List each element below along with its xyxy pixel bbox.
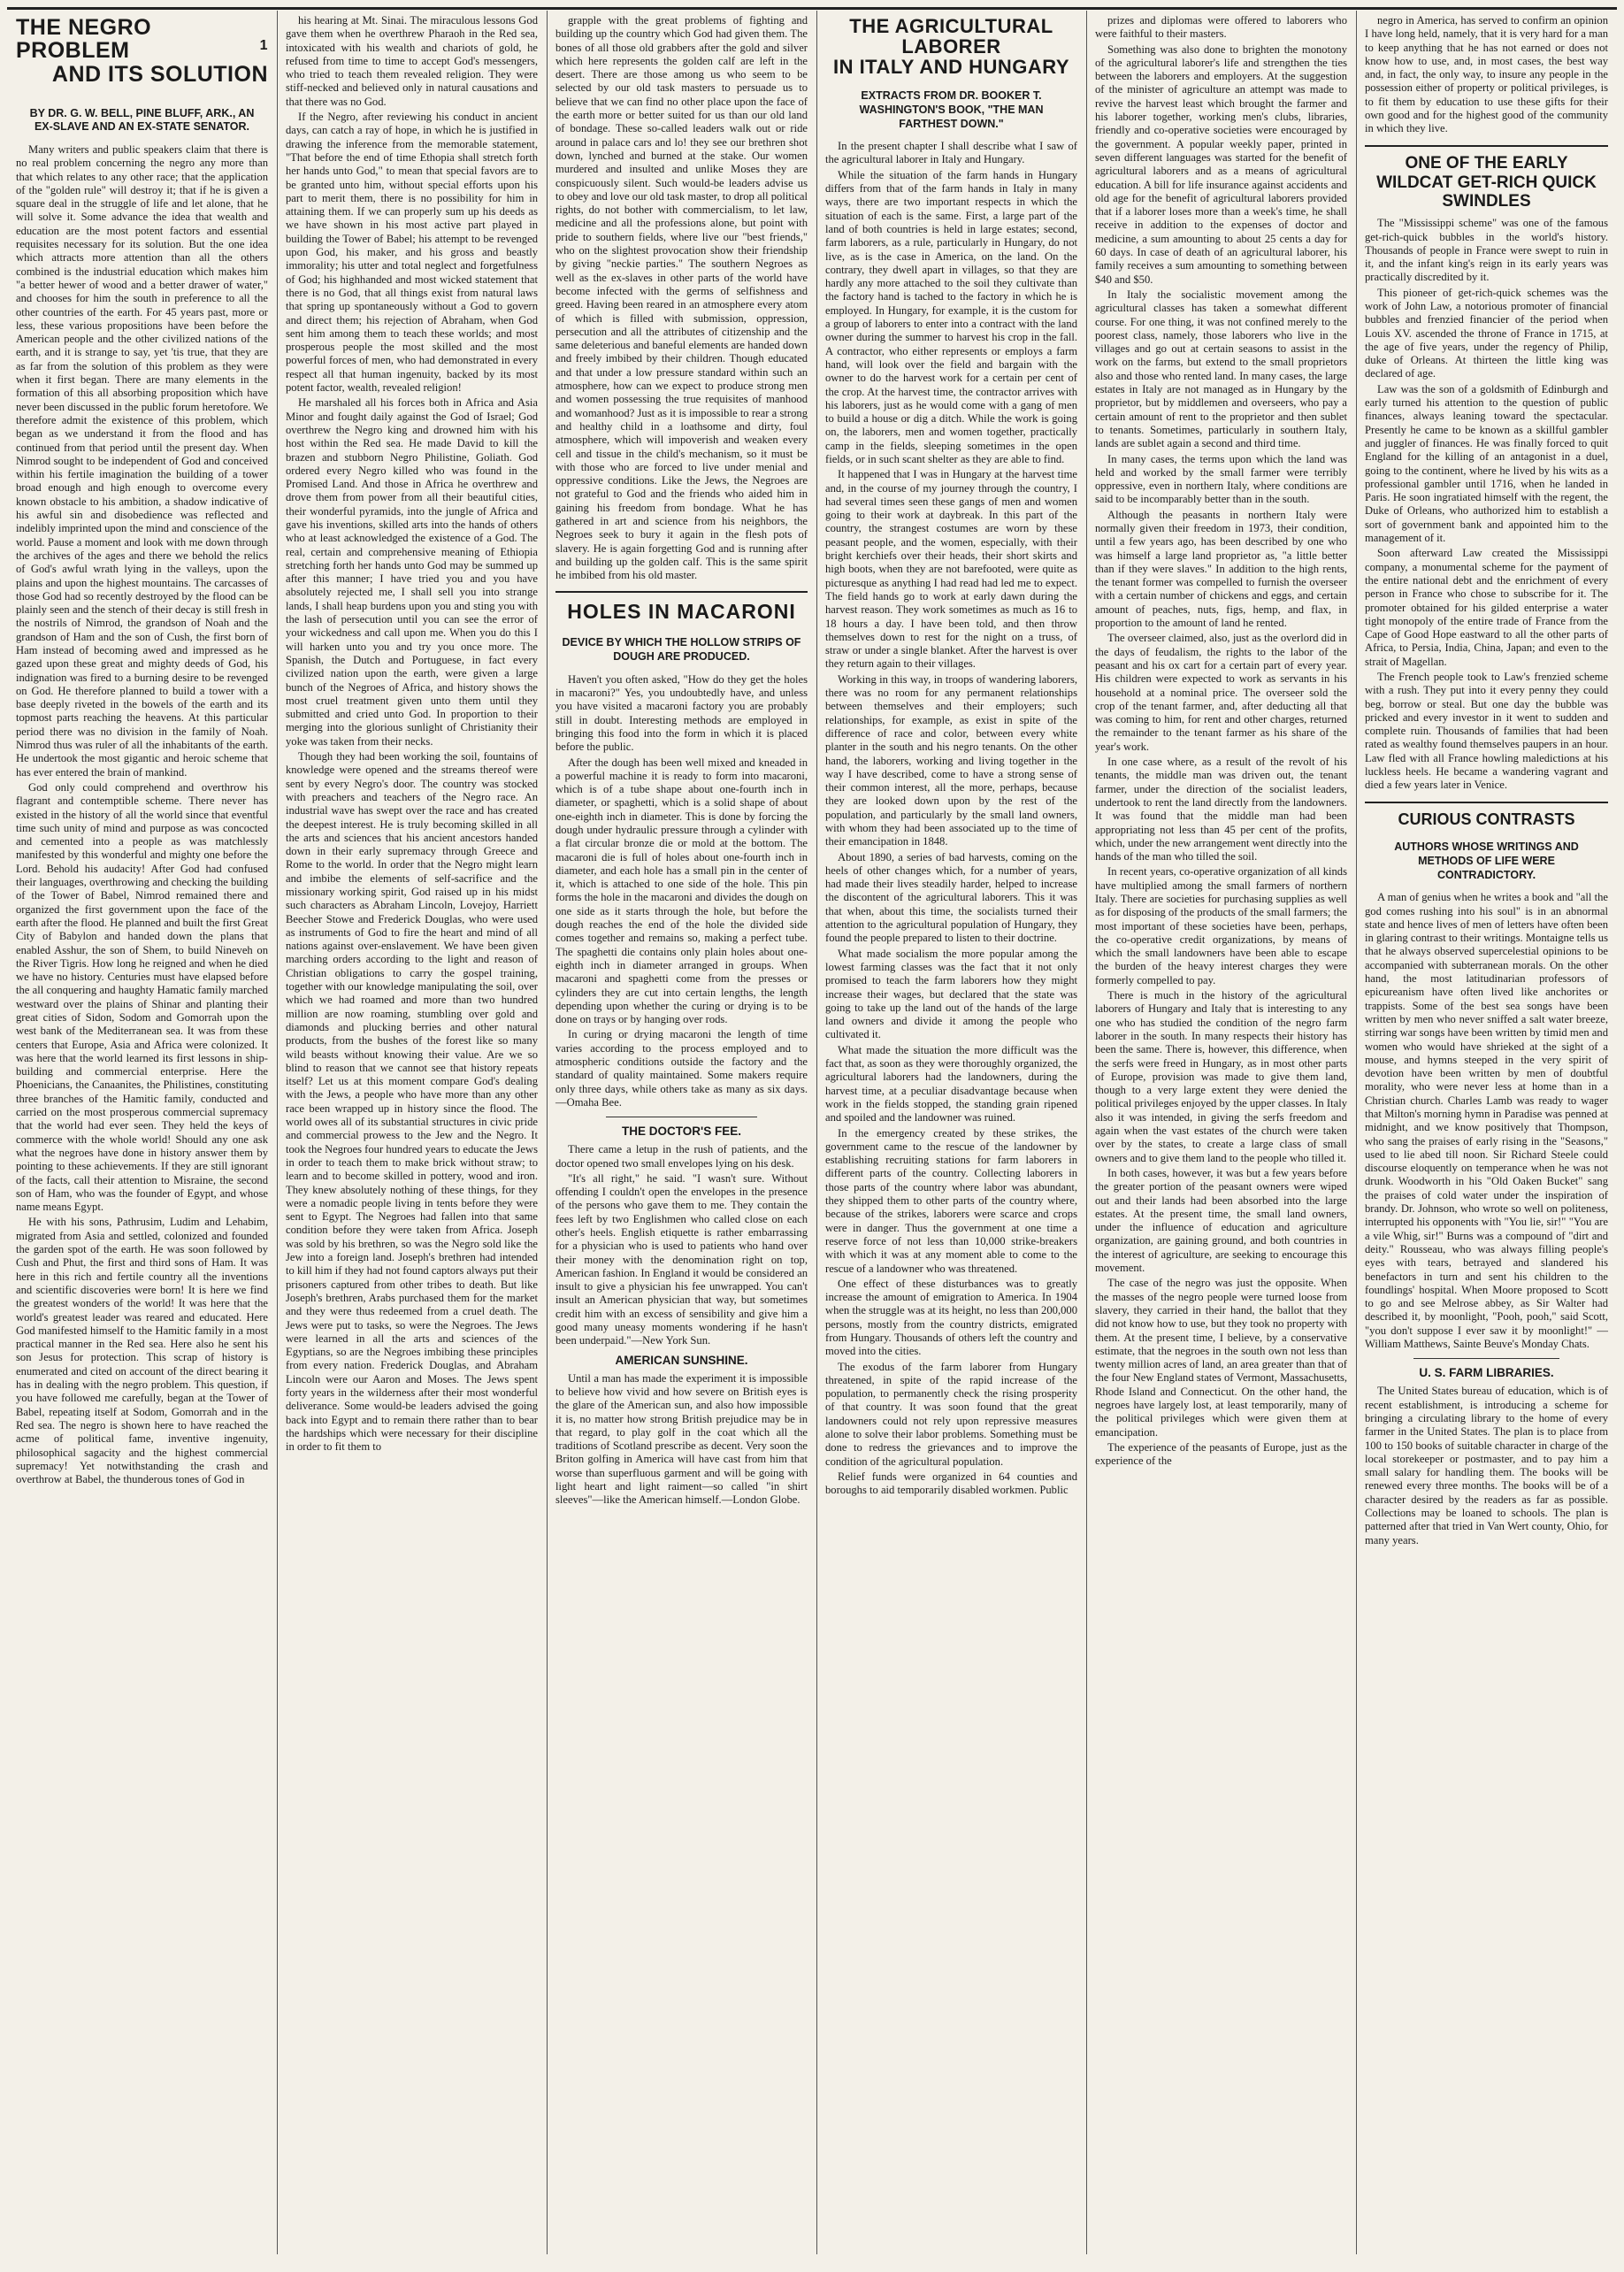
section-rule	[1365, 145, 1608, 147]
paragraph: The overseer claimed, also, just as the overlord did in the days of feudalism, the rights to the labor of the peasant and his ox cart for a certain part of every year. His children were expected to work as servants in his household at a nominal price. The overseer sold the crop of the tenant farmer, and, after deducting all that was coming to him, for rent and other charges, returned the remainder to the tenant farmer as his share of the year's work.	[1095, 632, 1347, 753]
paragraph: Relief funds were organized in 64 counties and boroughs to aid temporarily disabled workmen. Public	[825, 1470, 1077, 1497]
paragraph: Haven't you often asked, "How do they get the holes in macaroni?" Yes, you undoubtedly have, and unless you have visited a macaroni factory you are probably still in doubt. Interesting methods are employed in bringing this food into the form in which it is placed before the public.	[555, 672, 808, 754]
paragraph: God only could comprehend and overthrow his flagrant and contemptible scheme. There never has existed in the history of all the world since that eventful time such unity of mind and purpose as was concocted and cemented into a people as was matchlessly manifested by this wonderful and mighty one before the Lord. Behold his audacity! After God had confused their languages, overthrowing and checking the building of the Tower of Babel, Nimrod remained there and organized the first government upon the face of the earth after the flood. He planned and built the first Great City of Babylon and handed down the plans that enabled Asshur, the son of Shem, to build Nineveh on the River Tigris. How long he reigned and when he died we have no history. Centuries must have elapsed before the all conquering and haughty Hamatic family marched westward over the plains of Shinar and planting their great cities of Sidon, Sodom and Gomorrah upon the west bank of the Mediterranean sea. It was from these centers that Europe, Asia and Africa were colonized. It was here that the world learned its first lessons in ship-building and commercial enterprise. Here the Phoenicians, the Canaanites, the Philistines, constituting three branches of the Hamitic family, conducted and carried on the most prosperous commercial supremacy that the world had ever seen. They held the keys of commerce with the whole world! Should any one ask what the negroes have done in history answer them by pointing to these achievements. If they are still ignorant of the facts, call their attention to Misraine, the second son of Ham, who was the founder of Egypt, and whose name means Egypt.	[16, 780, 268, 1214]
column-6	[1356, 14, 1617, 2253]
article-body	[1365, 14, 1608, 136]
paragraph: The experience of the peasants of Europe, just as the experience of the	[1095, 1440, 1347, 1468]
paragraph: "It's all right," he said. "I wasn't sure. Without offending I couldn't open the envelopes in the presence of the persons who gave them to me. They contain the fees left by two Englishmen who called close on each other's heels. English etiquette is rather embarrassing for a physician who is used to patients who hand over their money with the denomination right on top, American fashion. In England it would be considered an insult to give a physician his fee unwrapped. You can't insult an American physician that way, but sometimes credit him with an excess of sensibility and give him a good many uneasy moments wondering if he hasn't been underpaid."—New York Sun.	[555, 1171, 808, 1347]
paragraph: Law was the son of a goldsmith of Edinburgh and early turned his attention to the question of public finances, always leaning toward the spectacular. Presently he came to be known as a skillful gambler and juggler of finances. He was finally forced to quit England for the killing of an antagonist in a duel, going to the continent, where he lived by his wits as a professional gambler until 1716, when he landed in Paris. He soon ingratiated himself with the regent, the Duke of Orleans, who authorized him to establish a sort of government bank and appointed him to the management of it.	[1365, 382, 1608, 545]
column-1	[7, 14, 277, 2253]
article-body	[16, 143, 268, 1486]
paragraph: This pioneer of get-rich-quick schemes was the work of John Law, a notorious promoter of financial bubbles and frenzied financier of the period when Louis XV. ascended the throne of France in 1715, at the age of five years, under the regency of Philip, duke of Orleans. At thirteen the little king was declared of age.	[1365, 286, 1608, 380]
headline-line-2: IN ITALY AND HUNGARY	[832, 56, 1070, 79]
agricultural-headline	[825, 16, 1077, 77]
paragraph: While the situation of the farm hands in Hungary differs from that of the farm hands in Italy in many ways, there are two important respects in which the situation of each is the same. First, a large part of the land of both countries is held in large estates; second, farm laborers, as a rule, particularly in Hungary, do not live, as is the case in America, on the land. On the contrary, they dwell apart in villages, so that they are hardly any more attached to the soil they cultivate than the factory hand is tached to the factory in which he is employed. In Hungary, for example, it is the custom for a group of laborers to enter into a contract with the land owner during the summer to harvest his crop in the fall. A contractor, who either represents or employs a farm hand, will look over the field and bargain with the owner to do the harvest work for a certain per cent of the crop. At the harvest time, the contractor arrives with his laborers, just as he would come with a gang of men to build a house or dig a ditch. While the work is going on, the laborers, men and women together, practically camp in the fields, sleeping sometimes in the open fields, or in such scant shelter as they are able to find.	[825, 168, 1077, 465]
paragraph: There is much in the history of the agricultural laborers of Hungary and Italy that is interesting to any one who has studied the condition of the negro farm laborer in the south. In many respects their history has been the same. There is, however, this difference, when the serfs were freed in Hungary, as in most other parts of Europe, provision was made to give them land, though to a very large extent they were denied the political privileges enjoyed by the upper classes. In Italy also it was intended, in giving the serfs freedom and again when the vast estates of the church were taken over by the states, to create a large class of small owners and to give them land to the people who tilled it.	[1095, 989, 1347, 1164]
contrasts-body	[1365, 891, 1608, 1351]
agricultural-deck: EXTRACTS FROM DR. BOOKER T. WASHINGTON'S BOOK, "THE MAN FARTHEST DOWN."	[859, 89, 1044, 130]
contrasts-deck: AUTHORS WHOSE WRITINGS AND METHODS OF LIFE WERE CONTRADICTORY.	[1394, 840, 1579, 881]
paragraph: In both cases, however, it was but a few years before the greater portion of the peasant owners were wiped out and their lands had been absorbed into the large estates. At the present time, the small land owners, under the influence of education and agriculture organization, are gaining ground, and both countries in the interest of agriculture, are seeking to encourage this movement.	[1095, 1166, 1347, 1275]
paragraph: Though they had been working the soil, fountains of knowledge were opened and the streams thereof were sent by every Negro's door. The country was stocked with preachers and teachers of the Negro race. An industrial wave has swept over the race and has created the deepest interest. He is truly becoming skilled in all the arts and sciences that his ancient ancestors handed down in their early supremacy through Greece and Rome to the world. In order that the Negro might learn and imbibe the elements of self-sacrifice and the missionary working spirit, God raised up in his midst such characters as Abraham Lincoln, Lovejoy, Harriett Beecher Stowe and Frederick Douglas, who were used as instruments of God to fire the heart and mind of all nations against over-enslavement. We have been given marching orders according to the light and reason of Christian obligations to carry the gospel training, together with our knowledge manipulating the soil, over which we had roamed and more than two hundred million are now roaming, stumbling over gold and diamonds and plucking berries and other natural products, from the bushes of the forest like so many wild beasts without knowing their value. Are we so blind to reason that we cannot see that history repeats itself? Let us at this moment compare God's dealing with the Jews, a people who have more than any other race been wrapped up in history since the flood. The world owes all of its substantial structures in civic pride and commercial prowess to the Jew and the Negro. It took the Negroes four hundred years to educate the Jews in order to teach them to make brick without straw; to learn and to become skilled in pottery, wood and iron. They knew absolutely nothing of these things, for they were a nomadic people living in tents before they were sent to Egypt. The Negroes had fallen into that same condition before they were taken from Africa. Joseph was sold by his brethren, so was the Negro sold like the Jew into a foreign land. Joseph's brethren had intended to kill him if they had not found captors always put their prisoners captured from other tribes to death. But like Joseph's brethren, Arabs purchased them for the market and they were thus redeemed from a cruel death. The Jews were put to tasks, so were the Negroes. The Jews were learned in all the arts and sciences of the Egyptians, so are the Negroes imbibing these principles from every nation. Frederick Douglas, and Abraham Lincoln were our Aaron and Moses. The Jews spent forty years in the wilderness after their most wonderful deliverance. Some would-be leaders advised the going back into Egypt and to remain there rather than to bear the hardships which were necessary for their discipline in order to fit them to	[286, 750, 539, 1454]
paragraph: Something was also done to brighten the monotony of the agricultural laborer's life and strengthen the ties between the laborers and employers. At the suggestion of the minister of agriculture an attempt was made to revive the harvest least which brought the farmer and his laborer together, working men's clubs, libraries, friendly and co-operative societies were encouraged by the government. A popular weekly paper, printed in seven different languages was started for the benefit of agricultural laborers and as a means of agricultural education. A bill for life insurance against accidents and old age for the benefit of agricultural laborers provided that if a laborer loses more than a week's time, he shall receive in addition to the expenses of doctor and medicine, a sum amounting to about 25 cents a day for 60 days. In case of death of an agricultural laborer, his family receives a sum amounting to something between $40 and $50.	[1095, 42, 1347, 286]
section-rule	[1365, 802, 1608, 803]
paragraph: Until a man has made the experiment it is impossible to believe how vivid and how severe on British eyes is the glare of the American sun, and also how impossible it is, no matter how strong British prejudice may be in that regard, to play golf in the coat which all the traditions of Scotland prescribe as decent. Very soon the Briton golfing in America will have cast from him that worse than superfluous garment and will be going with light heart and light raiment—so called "in shirt sleeves"—like the American himself.—London Globe.	[555, 1371, 808, 1507]
paragraph: prizes and diplomas were offered to laborers who were faithful to their masters.	[1095, 14, 1347, 41]
doctor-headline: THE DOCTOR'S FEE.	[622, 1124, 741, 1139]
newspaper-page	[7, 7, 1617, 2258]
column-5	[1086, 14, 1356, 2253]
paragraph: In Italy the socialistic movement among the agricultural classes has taken a somewhat different course. For one thing, it was not confined merely to the poorest class, namely, those laborers who live in the villages and go out at certain seasons to assist in the work on the farms, but extend to the small proprietors also and those who rented land. In many cases, the large estates in Italy are not managed as in Hungary by the proprietor, but by middlemen and overseers, who pay a certain amount of rent to the proprietor and then sublet to tenants. Sometimes, particularly in southern Italy, lands are sublet again a second and third time.	[1095, 288, 1347, 450]
byline: BY DR. G. W. BELL, PINE BLUFF, ARK., AN EX-SLAVE AND AN EX-STATE SENATOR.	[29, 106, 255, 134]
paragraph: About 1890, a series of bad harvests, coming on the heels of other changes which, for a number of years, had made their lives steadily harder, helped to increase the discontent of the agricultural laborers. This it was that when, about this time, the socialists turned their attention to the agricultural population of Hungary, they found the people prepared to listen to their doctrine.	[825, 850, 1077, 945]
article-body	[555, 14, 808, 582]
top-rule	[7, 7, 1617, 10]
paragraph: It happened that I was in Hungary at the harvest time and, in the course of my journey through the country, I had several times seen these gangs of men and women going to their work at daybreak. In this part of the country, the strangest costumes are worn by these peasant people, and the women, especially, with their bright kerchiefs over their heads, their short skirts and high boots, when they are not barefooted, were quite as picturesque as anything I had read had led me to expect. The field hands go to work at early dawn during the harvest reason. They work sometimes as much as 16 to 18 hours a day. I have been told, and then throw themselves down to rest for the night on a truss, of straw or under a single blanket. After the harvest is over they return again to their villages.	[825, 468, 1077, 671]
wildcat-body	[1365, 217, 1608, 792]
article-body	[825, 140, 1077, 1497]
negro-problem-headline	[16, 16, 268, 86]
column-2	[277, 14, 547, 2253]
headline-line-2: AND ITS SOLUTION	[51, 61, 268, 87]
library-body	[1365, 1385, 1608, 1547]
paragraph: In curing or drying macaroni the length of time varies according to the process employed and to atmospheric conditions outside the factory and the standard of quality maintained. Some makers require only three days, while others take as many as six days.—Omaha Bee.	[555, 1028, 808, 1109]
article-body	[1095, 14, 1347, 1468]
headline-line-1: THE NEGRO PROBLEM	[16, 15, 152, 64]
paragraph: negro in America, has served to confirm an opinion I have long held, namely, that it is very hard for a man to keep anything that he has not earned or does not know how to use, and, in most cases, the best way and, in fact, the only way, to insure any people in the possession either of property or political privileges, is to fit them by education to use these gifts for their own good and for the highest good of the community in which they live.	[1365, 14, 1608, 135]
paragraph: Many writers and public speakers claim that there is no real problem concerning the negro any more than that which relates to any other race; that the application of the "golden rule" will destroy it; that if he is given a square deal in the struggle of life and let alone, that he will solve it. Some advance the idea that wealth and education are the most potent factors and essential requisites necessary for its solution. But the one idea which attracts more attention than all the others combined is the industrial education which makes him "a better hewer of wood and a better drawer of water," and chooses for him the south in preference to all the other countries of the earth. For 45 years past, more or less, these various propositions have been before the American people and the other civilized nations of the earth, and it is strange to say, yet 'tis true, that they are as far from the solution of this problem as they were when it first began. There are many elements in the formation of this all absorbing proposition which have never been discussed in the public forum heretofore. We therefore admit the existence of this problem, which began as we understand it from the flood and has continued from that period until the present day. When Nimrod sought to be independent of God and conceived within his fertile imagination the building of a tower broad enough and high enough to overcome every known obstacle to his ambition, a shadow indicative of his awful sin and disobedience was reflected and indelibly imprinted upon the mind and conscience of the world. Pause a moment and look with me down through the archives of the ages and there we behold the relics of God's awful wrath lying in the valleys, upon the plains and upon the highest mountains. The carcasses of those God had so recently destroyed by the flood can be plainly seen and the stench of their decay is still fresh in the nostrils of Nimrod, the grandson of Noah and the grandson of Ham and the son of Cush, the first born of Ham instead of becoming awed and impressed as he gazed upon these great and mighty deeds of God, his indignation was fired to a burning desire to be revenged on God. He therefore planned to build a tower with a base deeply riveted in the bowels of the earth and its topmost parts reaching the heavens. At this particular period there was no division in the family of Noah. Nimrod thus was ruler of all the inhabitants of the earth. He undertook the most gigantic and heroic scheme that has ever entered the brain of mankind.	[16, 143, 268, 779]
section-rule	[555, 591, 808, 593]
article-body	[286, 14, 538, 1454]
paragraph: The exodus of the farm laborer from Hungary threatened, in spite of the rapid increase of the population, to permanently check the rising prosperity of that country. It was soon found that the great landowners could not rely upon repressive measures alone to solve their labor problems. Something must be done to redress the grievances and to improve the condition of the agricultural population.	[825, 1360, 1077, 1468]
sunshine-body	[555, 1372, 808, 1508]
column-3	[547, 14, 816, 2253]
paragraph: In one case where, as a result of the revolt of his tenants, the middle man was driven out, the tenant farmer, under the direction of the socialist leaders, undertook to rent the land directly from the landowners. It was found that the middle man had been appropriating not less than 45 per cent of the profits, which, under the new arrangement went directly into the hands of the man who tilled the soil.	[1095, 756, 1348, 864]
library-headline: U. S. FARM LIBRARIES.	[1419, 1366, 1554, 1380]
paragraph: The "Mississippi scheme" was one of the famous get-rich-quick bubbles in the world's history. Thousands of people in France were swept to ruin in it, and the infant king's reign in its early years was practically discredited by it.	[1365, 217, 1608, 284]
wildcat-headline: ONE OF THE EARLY WILDCAT GET-RICH QUICK SWINDLES	[1376, 153, 1597, 211]
paragraph: If the Negro, after reviewing his conduct in ancient days, can catch a ray of hope, in which he is justified in drawing the inference from the memorable statement, "That before the end of time Ethopia shall stretch forth her hands unto God," to mean that special favors are to be granted unto him, without special efforts upon his part to merit them, there is no possibility for him in attaining them. If we can properly sum up his deeds as we have shown in his most active part played in building the Tower of Babel; his attempt to be revenged upon God, his maker, and his gross and beastly immorality; his utter and total neglect and forgetfulness of God; his highhanded and most wicked statement that there is no God, that all things exist from natural laws that spring up spontaneously without a God to govern and direct them; his rejection of Abraham, when God sent him among them to teach these worlds; and most prosperous people the most skilled and the most powerful forces of men, who had demonstrated in every respect all that human ingenuity, backed by its most potent factor, wealth, revealed religion!	[286, 111, 538, 395]
paragraph: grapple with the great problems of fighting and building up the country which God had given them. The bones of all those old grabbers after the gold and silver which here represents the golden calf are left in the desert. There are those among us who seem to be selected by our old task masters to persuade us to believe that we can find no other place upon the face of the earth more or better suited for us than our old land of bondage. These so-called leaders walk out or ride around in palace cars and lo! they see our brethren shot down, lynched and burned at the stake. Our women murdered and insulted and unlike Moses they are conspicuously silent. Such would-be leaders advise us to obey and love our old task master, to drop all political rights, do not bother with commercialism, to let law, medicine and all the professions alone, but point with pride to southern fields, where live our "best friends," who on the slightest provocation show their friendship by giving "neckie parties." The southern Negroes as well as the ex-slaves in other parts of the world have become infected with the germs of selfishness and greed. Having been reared in an atmosphere every atom of which is filled with submission, oppression, persecution and all the attributes of citizenship and the same deleterious and baneful elements are handed down and freely imbibed by their children. Though educated and that under a low pressure standard within such an atmosphere, how can we expect to produce strong men and women possessing the true requisites of manhood and womanhood? Just as it is impossible to rear a strong and healthy child in a loathsome and dirty, foul atmosphere, which will impoverish and weaken every cell and tissue in the child's mechanism, so it must be with those who are forced to live under menial and oppressive conditions. Like the Jews, the Negroes are not grateful to God and the friends who aided him in gaining his freedom from bondage. What he has gathered in art and science from his neighbors, the Negroes seek to bury it again in the flesh pots of slavery. He is again forgetting God and is running after and building up the golden calf. This is the same spirit he imbibed from his old master.	[555, 14, 808, 582]
paragraph: Although the peasants in northern Italy were normally given their freedom in 1973, their condition, until a few years ago, has been described by one who was himself a large land proprietor as, "a little better than if they were slaves." In addition to the high rents, the tenant former was compelled to furnish the overseer with a certain number of chickens and eggs, and certain amount of peaches, nuts, figs, hemp, and flax, in proportion to the amount of land he rented.	[1095, 508, 1347, 630]
macaroni-deck: DEVICE BY WHICH THE HOLLOW STRIPS OF DOUGH ARE PRODUCED.	[562, 636, 801, 664]
paragraph: One effect of these disturbances was to greatly increase the amount of emigration to America. In 1904 when the struggle was at its height, no less than 200,000 persons, mostly from the country districts, emigrated from Hungary. Thousands of others left the country and moved into the cities.	[825, 1277, 1077, 1358]
headline-number: 1	[259, 38, 268, 54]
paragraph: his hearing at Mt. Sinai. The miraculous lessons God gave them when he overthrew Pharaoh in the Red sea, intoxicated with his wealth and chariots of gold, he refused from time to time to accept God's messengers, who tried to teach them revealed religion. They were stiff-necked and believed only in natural causations and that there was no God.	[286, 14, 538, 108]
contrasts-headline: CURIOUS CONTRASTS	[1398, 810, 1575, 828]
paragraph: Working in this way, in troops of wandering laborers, there was no room for any permanent relationships between themselves and their employers; such relationships, for example, as exist in spite of the difference of race and color, between every white planter in the south and his negro tenants. On the other hand, the laborers, working and living together in the way I have described, come to have a strong sense of their common interest, all the more, perhaps, because they are looked down upon by the rest of the population, and particularly by the small land owners, with whom they had been associated up to the time of their emancipation in 1848.	[825, 672, 1077, 848]
paragraph: Soon afterward Law created the Mississippi company, a monumental scheme for the payment of the entire national debt and the enrichment of every person in France who chose to subscribe for it. The promoter obtained for his gilded enterprise a water tight monopoly of the entire trade of France from the Cape of Good Hope eastward to all the other parts of Africa, to Persia, India, China, Japan; and even to the strait of Magellan.	[1365, 547, 1608, 668]
paragraph: The French people took to Law's frenzied scheme with a rush. They put into it every penny they could beg, borrow or steal. But one day the bubble was pricked and every investor in it went to sudden and complete ruin. Thousands of families that had been rated as wealthy found themselves paupers in an hour. Law fled with all France howling maledictions at his luckless heels. He became a wandering vagrant and died a few years later in Venice.	[1365, 671, 1608, 792]
column-4	[816, 14, 1086, 2253]
paragraph: In recent years, co-operative organization of all kinds have multiplied among the small farmers of northern Italy. There are societies for purchasing supplies as well as for disposing of the products of the small farmers; the most important of these societies have been, perhaps, the co-operative credit organizations, by means of which the small landowners have been able to escape the burden of the heavy interest charges they were formerly compelled to pay.	[1095, 865, 1347, 986]
macaroni-body	[555, 673, 808, 1110]
paragraph: He with his sons, Pathrusim, Ludim and Lehabim, migrated from Asia and settled, colonized and founded the garden spot of the earth. He was soon followed by Cush and Phut, the first and third sons of Ham. It was here in this rich and fertile country all the inventions and scientific discoveries were born! It is here we find the greatest wonders of the world! It was here that the world's greatest leader was reared and educated. Here God manifested himself to the Hamitic family in a most practical manner in the Red sea. Here also he sent his son Jesus for protection. This scrap of history is enumerated and cited on account of the direct bearing it has in dealing with the negro problem. This question, if you have followed me carefully, began at the Tower of Babel, repeating itself at Sodom, Gomorrah and in the Red sea. The negro is shown here to have reached the acme of political fame, inventive ingenuity, philosophical sagacity and the highest commercial supremacy! Yet notwithstanding the crash and overthrow at Babel, the thunderous tones of God in	[16, 1216, 268, 1486]
paragraph: In the present chapter I shall describe what I saw of the agricultural laborer in Italy and Hungary.	[825, 140, 1077, 166]
paragraph: What made socialism the more popular among the lowest farming classes was the fact that it not only promised to teach the farm laborers how they might increase their wages, but declared that the state was going to take up the land out of the hands of the large land owners and divide it among the people who cultivated it.	[825, 947, 1077, 1041]
paragraph: A man of genius when he writes a book and "all the god comes rushing into his soul" is in an abnormal state and hence lives of men of letters have often been in glaring contrast to their writings. Montaigne tells us that he always observed supercelestial opinions to be accompanied with subterranean morals. On the other hand, the most latitudinarian professors of epicureanism have often lived like anchorites or trappists. Some of the best sea songs have been written by men who never sniffed a salt water breeze, stirring war songs have been written by timid men and women who would have shrieked at the sight of a mouse, and hymns steeped in the very spirit of devotion have been written by men of doubtful morality, who were never less at home than in a Christian church. Charles Lamb was ready to wager that Milton's morning hymn in Paradise was penned at midnight, and we know positively that Thompson, who sang the praises of early rising in the "Seasons," used to lie abed till noon. Sir Richard Steele could discourse eloquently on temperance when he was not drunk. Woodworth in his "Old Oaken Bucket" sang the praises of cold water under the inspiration of brandy. Dr. Johnson, who wrote so well on politeness, interrupted his opponents with "You lie, sir!" "You are a vile Whig, sir!" Burns was a compound of "dirt and deity." Rousseau, who was always filling people's eyes with tears, betrayed and slandered his benefactors in turn and sent his children to the foundlings' hospital. When Moore proposed to Scott to go and see Melrose abbey, as Sir Walter had described it, by moonlight, "Pooh, pooh," said Scott, "you don't suppose I ever saw it by moonlight!" —William Matthews, Sainte Beuve's Monday Chats.	[1365, 891, 1608, 1351]
doctor-body	[555, 1143, 808, 1347]
macaroni-headline: HOLES IN MACARONI	[567, 600, 796, 624]
paragraph: The United States bureau of education, which is of recent establishment, is introducing a scheme for bringing a circulating library to the home of every farmer in the United States. The plan is to place from 100 to 150 books of suitable character in charge of the local storekeeper or postmaster, and to pay him a small salary for handling them. The books will be renewed every three months. The books will be of a character desired by the readers as far as possible. Collections may be loaned to schools. The plan is patterned after that tried in Van Wert county, Ohio, for many years.	[1365, 1385, 1608, 1547]
paragraph: After the dough has been well mixed and kneaded in a powerful machine it is ready to form into macaroni, which is of a tube shape about one-fourth inch in diameter, or spaghetti, which is a solid shape of about one-eighth inch in diameter. This is done by forcing the dough under hydraulic pressure through a cylinder with a flat circular bronze die or mold at the bottom. The macaroni die is full of holes about one-fourth inch in diameter, and each hole has a small pin in the center of it, which is attached to one side of the hole. This pin forms the hole in the macaroni and divides the dough on one side as it starts through the hole, but before the dough reaches the end of the hole the divided side comes together and remains so, making a perfect tube. The spaghetti die contains only plain holes about one-eighth inch in diameter arranged in groups. When macaroni and spaghetti come from the presses or cylinders they are cut into certain lengths, the length depending upon whether the curing or drying is to be done on trays or by hanging over rods.	[555, 756, 808, 1026]
sunshine-headline: AMERICAN SUNSHINE.	[615, 1353, 748, 1367]
paragraph: In many cases, the terms upon which the land was held and worked by the small farmer were terribly oppressive, even in northern Italy, where conditions are said to be incomparably better than in the south.	[1095, 452, 1347, 506]
paragraph: The case of the negro was just the opposite. When the masses of the negro people were turned loose from slavery, they carried in their hand, the ballot that they did not know how to use, but they took no property with them. At the present time, I believe, by a conservative estimate, that the negroes in the south own not less than twenty million acres of land, an area greater than that of the four New England states of Vermont, Massachusetts, Rhode Island and Connecticut. On the other hand, the negroes have largely lost, at least temporarily, many of the political privileges which were given them at emancipation.	[1095, 1277, 1347, 1439]
paragraph: He marshaled all his forces both in Africa and Asia Minor and fought daily against the God of Israel; God overthrew the Negro king and drowned him with his host within the Red sea. He made David to kill the brazen and stubborn Negro Philistine, Goliath. God ordered every Negro killed who was found in the Promised Land. And those in Africa he overthrew and drove them from power from all their beautiful cities, their wonderful pyramids, into the jungle of Africa and gave his inventions, skilled arts into the hands of others who at least acknowledged the existence of a God. The real, certain and comprehensive meaning of Ethiopia stretching forth her hands unto God may be summed up after this manner; I have tried you and you have absolutely rejected me, I shall sell you into strange lands, I shall heap burdens upon you and sting you with the lash of persecution until you can see the error of your wickedness and call upon me. When you do this I will harken unto you and try you once more. The Spanish, the Dutch and Portuguese, in fact every civilized nation upon the earth, were given a large bunch of the Negroes of Africa, and history shows the most cruel treatment given unto them until they submitted and cried unto God. In proportion to their merging into the glorious sunlight of Christianity their yoke was taken from their necks.	[286, 396, 538, 748]
paragraph: What made the situation the more difficult was the fact that, as soon as they were thoroughly organized, the agricultural laborers had the landowners, during the harvest time, at a peculiar disadvantage because when work in the fields stopped, the standing grain ripened and spoiled and the landowner was ruined.	[825, 1043, 1077, 1124]
separator	[1413, 1358, 1559, 1359]
headline-line-1: THE AGRICULTURAL LABORER	[849, 15, 1053, 58]
paragraph: In the emergency created by these strikes, the government came to the rescue of the landowner by establishing recruiting stations for farm laborers in different parts of the country. Collecting laborers in those parts of the country where labor was abundant, they shipped them to other parts of the country where, because of the strikes, laborers were scarce and crops were in danger. Thus the government at one time a reserve force of not less than 10,000 strike-breakers with which it was at any moment able to come to the rescue of a landowner who was threatened.	[825, 1126, 1077, 1275]
paragraph: There came a letup in the rush of patients, and the doctor opened two small envelopes lying on his desk.	[555, 1143, 808, 1170]
